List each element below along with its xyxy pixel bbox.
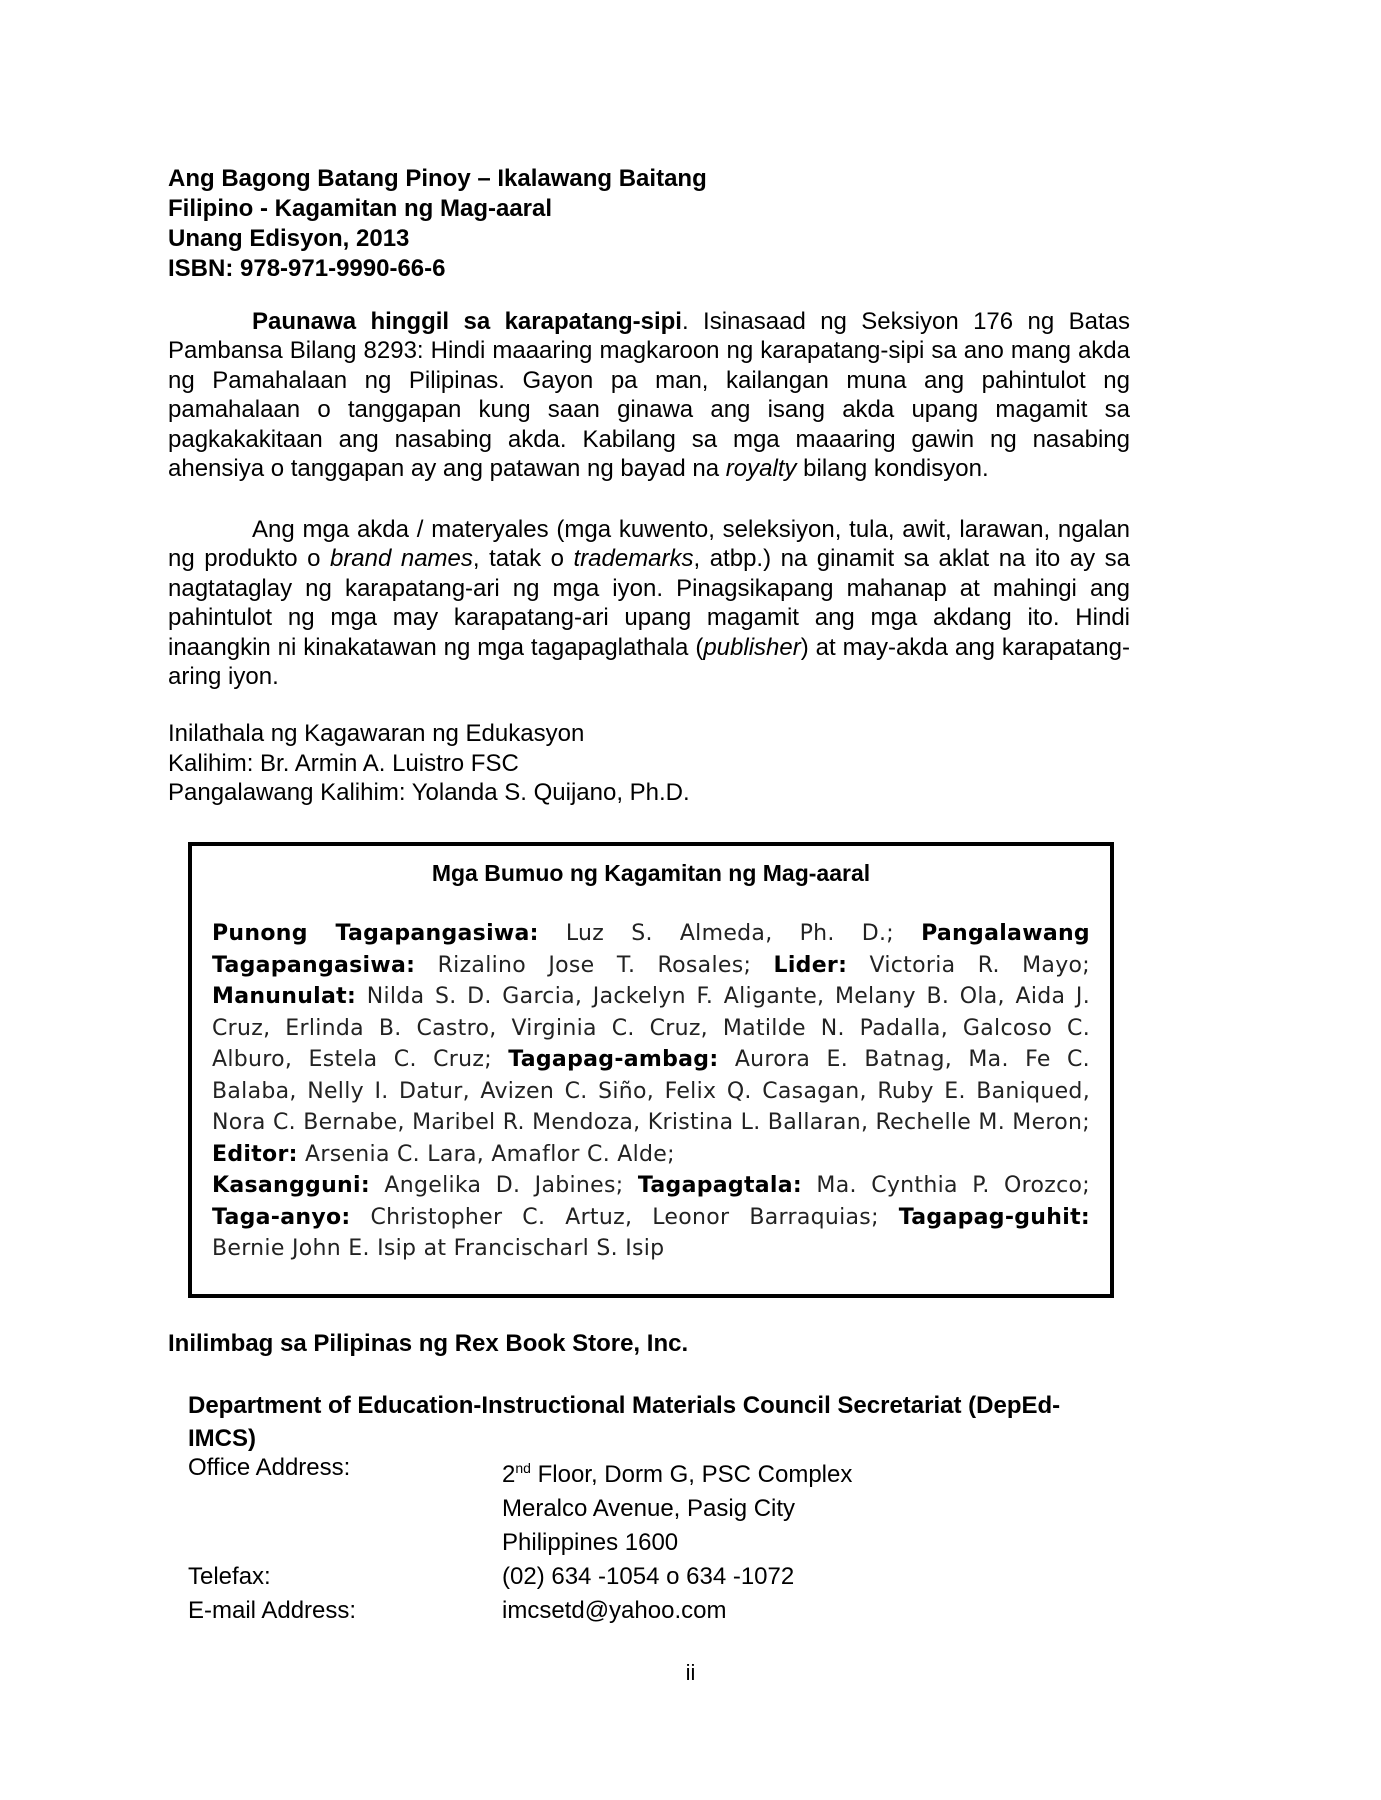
materials-notice: Ang mga akda / materyales (mga kuwento, seleksiyon, tula, awit, larawan, ngalan ng produkto o brand names, tatak o trademarks, atbp.) na ginamit sa aklat na ito ay sa nagtataglay ng karapatang-ari ng mga iyon. Pinagsikapang mahanap at mahingi ang pahintulot ng mga may karapatang-ari upang magamit ang mga akdang ito. Hindi inaangkin ni kinakatawan ng mga tagapaglathala (publisher) at may-akda ang karapatang-aring iyon. [168,516,1130,691]
credits-text: Punong Tagapangasiwa: Luz S. Almeda, Ph. D.; Pangalawang Tagapangasiwa: Rizalino Jose T. Rosales; Lider: Victoria R. Mayo; Manunulat: Nilda S. D. Garcia, Jackelyn F. Aligante, Melany B. Ola, Aida J. Cruz, Erlinda B. Castro, Virginia C. Cruz, Matilde N. Padalla, Galcoso C. Alburo, Estela C. Cruz; Tagapag-ambag: Aurora E. Batnag, Ma. Fe C. Balaba, Nelly I. Datur, Avizen C. Siño, Felix Q. Casagan, Ruby E. Baniqued, Nora C. Bernabe, Maribel R. Mendoza, Kristina L. Ballaran, Rechelle M. Meron; Editor: Arsenia C. Lara, Amaflor C. Alde; Kasangguni: Angelika D. Jabines; Tagapagtala: Ma. Cynthia P. Orozco; Taga-anyo: Christopher C. Artuz, Leonor Barraquias; Tagapag-guhit: Bernie John E. Isip at Francischarl S. Isip [212,921,1090,1261]
copyright-notice: Paunawa hinggil sa karapatang-sipi. Isinasaad ng Seksiyon 176 ng Batas Pambansa Bilang 8293: Hindi maaaring magkaroon ng karapatang-sipi sa ano mang akda ng Pamahalaan ng Pilipinas. Gayon pa man, kailangan muna ang pahintulot ng pamahalaan o tanggapan kung saan ginawa ang isang akda upang magamit sa pagkakakitaan ang nasabing akda. Kabilang sa mga maaaring gawin ng nasabing ahensiya o tanggapan ay ang patawan ng bayad na royalty bilang kondisyon. [168,308,1130,483]
credits-title: Mga Bumuo ng Kagamitan ng Mag-aaral [431,860,871,886]
office-address-row: Meralco Avenue, Pasig City [502,1495,796,1522]
email-row: E-mail Address: imcsetd@yahoo.com [188,1594,852,1628]
council-name: Department of Education-Instructional Materials Council Secretariat (DepEd-IMCS) [188,1392,1061,1452]
email-link[interactable]: imcsetd@yahoo.com [502,1597,727,1624]
book-subtitle: Filipino - Kagamitan ng Mag-aaral [168,195,553,222]
secretary-line: Kalihim: Br. Armin A. Luistro FSC [168,749,519,777]
book-isbn: ISBN: 978-971-9990-66-6 [168,255,446,282]
printed-by: Inilimbag sa Pilipinas ng Rex Book Store, Inc. [168,1330,689,1357]
book-title: Ang Bagong Batang Pinoy – Ikalawang Baitang [168,165,707,192]
book-info [168,164,707,284]
office-address-row: Office Address: 2nd Floor, Dorm G, PSC Complex [188,1454,853,1488]
page-number: ii [685,1660,696,1685]
contact-info [188,1451,852,1628]
book-edition: Unang Edisyon, 2013 [168,225,410,252]
credits-box [188,842,1114,1298]
telefax-row: Telefax: (02) 634 -1054 o 634 -1072 [188,1563,795,1590]
notice-heading: Paunawa hinggil sa karapatang-sipi [252,308,682,335]
publisher-line: Inilathala ng Kagawaran ng Edukasyon [168,720,585,747]
office-address-row: Philippines 1600 [502,1529,679,1556]
undersecretary-line: Pangalawang Kalihim: Yolanda S. Quijano, Ph.D. [168,779,690,806]
publisher-info [168,719,690,808]
